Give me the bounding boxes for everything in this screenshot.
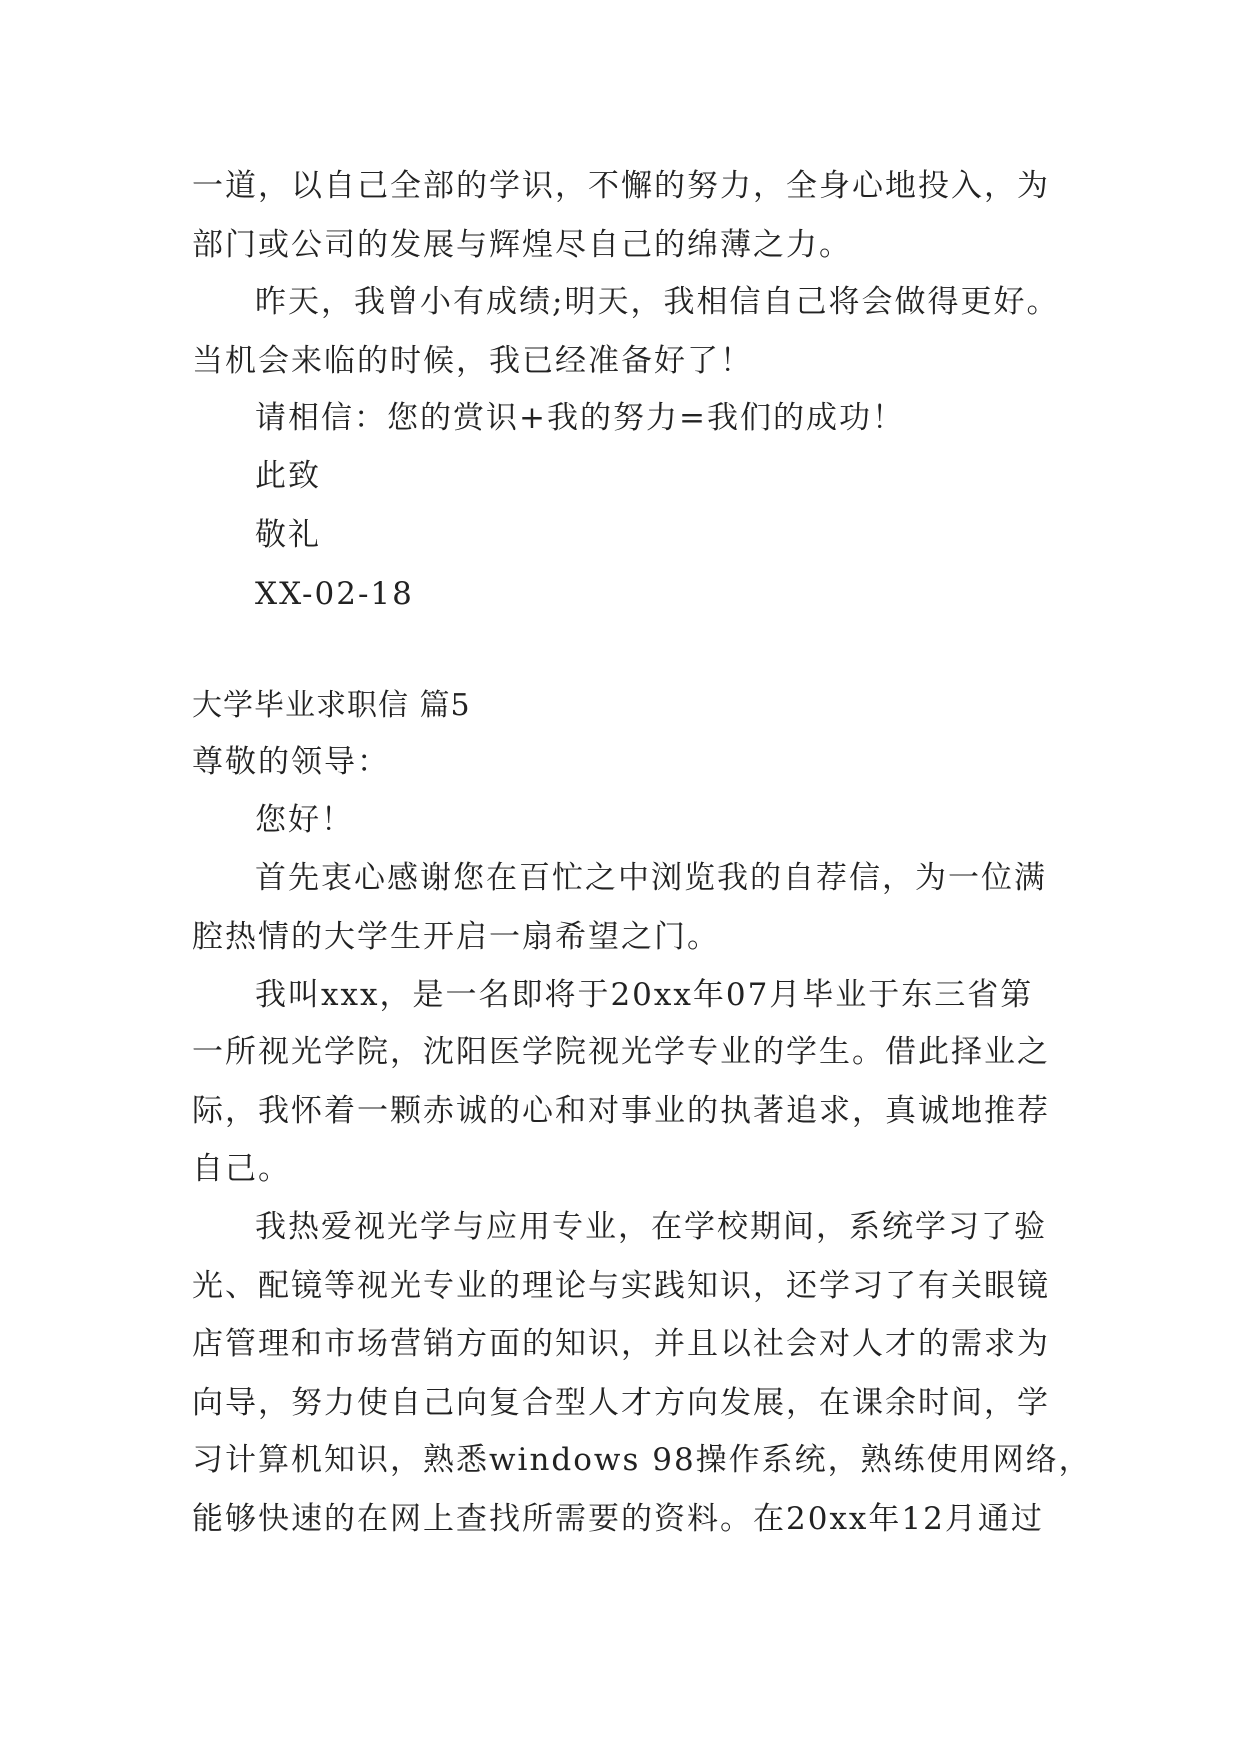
paragraph-line: 向导，努力使自己向复合型人才方向发展，在课余时间，学 (192, 1385, 1050, 1421)
paragraph-line: 当机会来临的时候，我已经准备好了！ (192, 343, 753, 379)
paragraph-line: 您好！ (255, 802, 354, 838)
paragraph-line: 一所视光学院，沈阳医学院视光学专业的学生。借此择业之 (192, 1034, 1050, 1070)
paragraph-line: 店管理和市场营销方面的知识，并且以社会对人才的需求为 (192, 1326, 1050, 1362)
paragraph-line: 腔热情的大学生开启一扇希望之门。 (192, 919, 720, 955)
paragraph-line: 光、配镜等视光专业的理论与实践知识，还学习了有关眼镜 (192, 1268, 1050, 1304)
closing-regards: 敬礼 (255, 517, 321, 553)
paragraph-line: 习计算机知识，熟悉windows 98操作系统，熟练使用网络， (192, 1442, 1092, 1478)
closing-salutation: 此致 (255, 458, 321, 494)
paragraph-line: 我叫xxx，是一名即将于20xx年07月毕业于东三省第 (255, 977, 1034, 1013)
paragraph-line: 昨天，我曾小有成绩;明天，我相信自己将会做得更好。 (255, 284, 1060, 320)
greeting-line: 尊敬的领导： (192, 744, 390, 780)
paragraph-line: 能够快速的在网上查找所需要的资料。在20xx年12月通过 (192, 1501, 1044, 1537)
section-title: 大学毕业求职信 篇5 (192, 688, 471, 723)
paragraph-line: 我热爱视光学与应用专业，在学校期间，系统学习了验 (255, 1209, 1047, 1245)
paragraph-line: 自己。 (192, 1151, 291, 1187)
paragraph-line: 请相信：您的赏识+我的努力=我们的成功！ (255, 400, 905, 436)
paragraph-line: 一道，以自己全部的学识，不懈的努力，全身心地投入，为 (192, 168, 1050, 204)
letter-date: XX-02-18 (255, 576, 414, 612)
paragraph-line: 首先衷心感谢您在百忙之中浏览我的自荐信，为一位满 (255, 860, 1047, 896)
paragraph-line: 部门或公司的发展与辉煌尽自己的绵薄之力。 (192, 227, 852, 263)
paragraph-line: 际，我怀着一颗赤诚的心和对事业的执著追求，真诚地推荐 (192, 1093, 1050, 1129)
